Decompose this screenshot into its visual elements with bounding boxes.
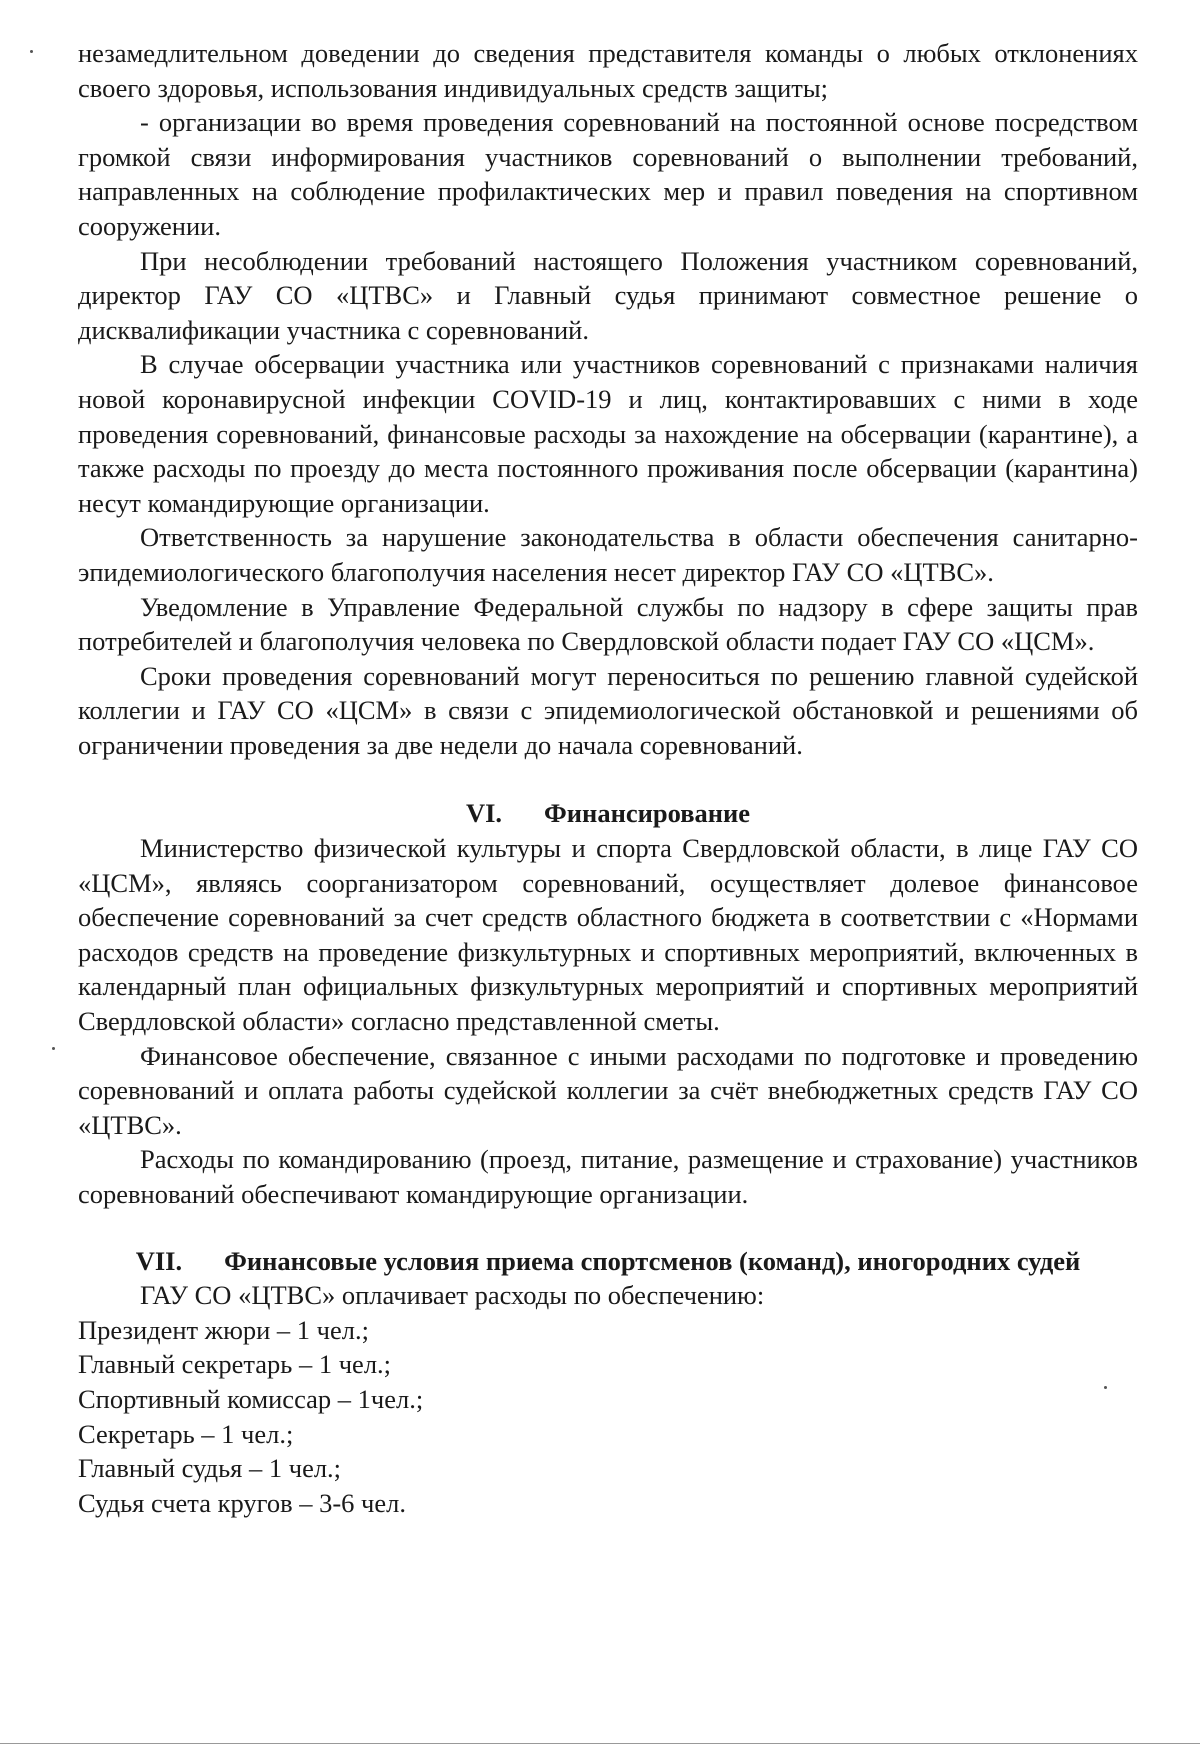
list-item: Главный судья – 1 чел.; xyxy=(78,1453,342,1484)
scan-speck xyxy=(52,1047,55,1050)
list-item: Секретарь – 1 чел.; xyxy=(78,1418,294,1449)
paragraph: незамедлительном доведении до сведения представителя команды о любых отклонениях своего здоровья, использования индивидуальных средств защиты; xyxy=(78,38,1138,103)
list-item: Судья счета кругов – 3-6 чел. xyxy=(78,1487,406,1518)
section-number: VII. xyxy=(135,1245,183,1276)
section-heading xyxy=(78,1244,1138,1279)
section-title: Финансовые условия приема спортсменов (команд), иногородних судей xyxy=(224,1245,1081,1276)
scan-speck xyxy=(1104,1386,1107,1389)
paragraph: - организации во время проведения соревнований на постоянной основе посредством громкой связи информирования участников соревнований о выполнении требований, направленных на соблюдение профилактических мер и правил поведения на спортивном сооружении. xyxy=(78,107,1138,241)
list-item: Спортивный комиссар – 1чел.; xyxy=(78,1383,424,1414)
section-number: VI. xyxy=(465,798,503,829)
paragraph: Ответственность за нарушение законодательства в области обеспечения санитарно-эпидемиологического благополучия населения несет директор ГАУ СО «ЦТВС». xyxy=(78,522,1138,587)
paragraph: Уведомление в Управление Федеральной службы по надзору в сфере защиты прав потребителей и благополучия человека по Свердловской области подает ГАУ СО «ЦСМ». xyxy=(78,591,1138,657)
list-item: Президент жюри – 1 чел.; xyxy=(78,1314,369,1345)
list-item: Главный секретарь – 1 чел.; xyxy=(78,1349,392,1380)
paragraph: Финансовое обеспечение, связанное с иными расходами по подготовке и проведению соревнований и оплата работы судейской коллегии за счёт внебюджетных средств ГАУ СО «ЦТВС». xyxy=(78,1040,1138,1140)
paragraph: Расходы по командированию (проезд, питание, размещение и страхование) участников соревнований обеспечивают командирующие организации. xyxy=(78,1144,1138,1209)
scan-edge-line xyxy=(0,1743,1200,1744)
paragraph: В случае обсервации участника или участников соревнований с признаками наличия новой коронавирусной инфекции COVID-19 и лиц, контактировавших с ними в ходе проведения соревнований, финансовые расходы за нахождение на обсервации (карантине), а также расходы по проезду до места постоянного проживания после обсервации (карантина) несут командирующие организации. xyxy=(78,349,1138,518)
paragraph: Министерство физической культуры и спорта Свердловской области, в лице ГАУ СО «ЦСМ», являясь соорганизатором соревнований, осуществляет долевое финансовое обеспечение соревнований за счет средств областного бюджета в соответствии с «Нормами расходов средств на проведение физкультурных и спортивных мероприятий, включенных в календарный план официальных физкультурных мероприятий и спортивных мероприятий Свердловской области» согласно представленной сметы. xyxy=(78,833,1138,1037)
staff-list xyxy=(78,1313,1138,1521)
paragraph: При несоблюдении требований настоящего Положения участником соревнований, директор ГАУ СО «ЦТВС» и Главный судья принимают совместное решение о дисквалификации участника с соревнований. xyxy=(78,245,1138,345)
scan-speck xyxy=(30,50,33,53)
section-title: Финансирование xyxy=(544,798,751,829)
paragraph: Сроки проведения соревнований могут переноситься по решению главной судейской коллегии и ГАУ СО «ЦСМ» в связи с эпидемиологической обстановкой и решениями об ограничении проведения за две недели до начала соревнований. xyxy=(78,660,1138,760)
paragraph: ГАУ СО «ЦТВС» оплачивает расходы по обеспечению: xyxy=(140,1280,765,1311)
section-heading xyxy=(78,796,1138,831)
